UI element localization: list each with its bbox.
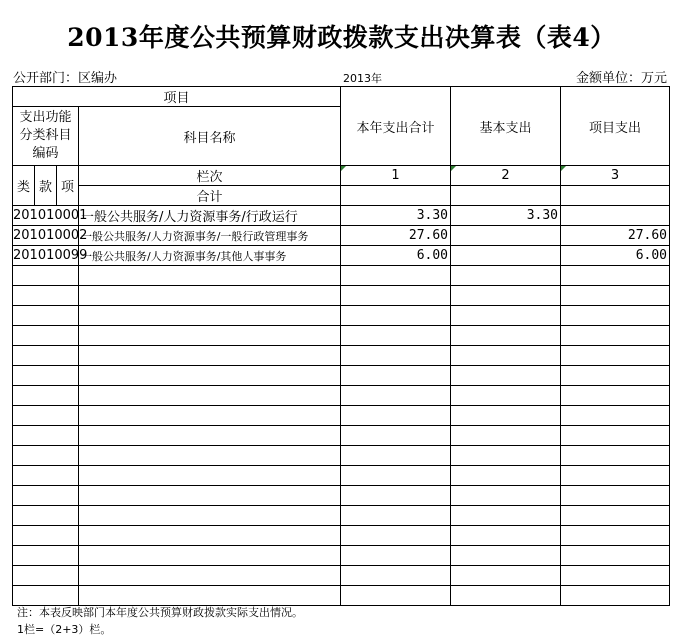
col-index-3: 3 <box>561 166 670 186</box>
empty-row <box>13 386 670 406</box>
empty-row <box>13 426 670 446</box>
budget-table <box>12 86 670 606</box>
row-total: 6.00 <box>341 246 451 266</box>
report-title: 2013年度公共预算财政拨款支出决算表（表4） <box>67 23 616 52</box>
col-index-2: 2 <box>451 166 561 186</box>
empty-row <box>13 326 670 346</box>
name-header: 科目名称 <box>79 107 341 166</box>
empty-row <box>13 266 670 286</box>
col-index-1: 1 <box>341 166 451 186</box>
empty-row <box>13 286 670 306</box>
empty-row <box>13 566 670 586</box>
empty-row <box>13 306 670 326</box>
empty-row <box>13 486 670 506</box>
total-label: 合计 <box>79 186 341 206</box>
col-header-basic: 基本支出 <box>451 87 561 166</box>
row-basic: 3.30 <box>451 206 561 226</box>
row-code: 201010099 <box>13 246 79 266</box>
row-code: 201010001 <box>13 206 79 226</box>
empty-row <box>13 446 670 466</box>
table-row <box>13 206 670 226</box>
empty-row <box>13 546 670 566</box>
empty-row <box>13 466 670 486</box>
code-header: 支出功能分类科目编码 <box>13 107 79 166</box>
row-project: 6.00 <box>561 246 670 266</box>
empty-row <box>13 506 670 526</box>
col-index-label: 栏次 <box>79 166 341 186</box>
empty-row <box>13 366 670 386</box>
row-project <box>561 206 670 226</box>
row-basic <box>451 226 561 246</box>
row-name: 一般公共服务/人力资源事务/一般行政管理事务 <box>79 226 341 246</box>
unit-label: 金额单位：万元 <box>575 71 667 86</box>
note-line-2: 1栏=（2+3）栏。 <box>17 623 112 636</box>
table-row <box>13 246 670 266</box>
year-label: 2013年 <box>343 72 382 85</box>
total-value-1 <box>341 186 451 206</box>
note-line-1: 注：本表反映部门本年度公共预算财政拨款实际支出情况。 <box>17 606 303 619</box>
project-header: 项目 <box>13 87 341 107</box>
empty-row <box>13 406 670 426</box>
row-total: 27.60 <box>341 226 451 246</box>
empty-row <box>13 526 670 546</box>
col-header-total: 本年支出合计 <box>341 87 451 166</box>
total-value-2 <box>451 186 561 206</box>
row-project: 27.60 <box>561 226 670 246</box>
table-row <box>13 226 670 246</box>
row-name: 一般公共服务/人力资源事务/行政运行 <box>79 206 341 226</box>
cat-label-lei: 类 <box>13 166 35 206</box>
col-header-project: 项目支出 <box>561 87 670 166</box>
cat-label-kuan: 款 <box>35 166 57 206</box>
cat-label-xiang: 项 <box>57 166 79 206</box>
row-total: 3.30 <box>341 206 451 226</box>
total-value-3 <box>561 186 670 206</box>
empty-row <box>13 586 670 606</box>
row-name: 一般公共服务/人力资源事务/其他人事事务 <box>79 246 341 266</box>
row-code: 201010002 <box>13 226 79 246</box>
empty-row <box>13 346 670 366</box>
department-label: 公开部门：区编办 <box>13 71 118 86</box>
row-basic <box>451 246 561 266</box>
